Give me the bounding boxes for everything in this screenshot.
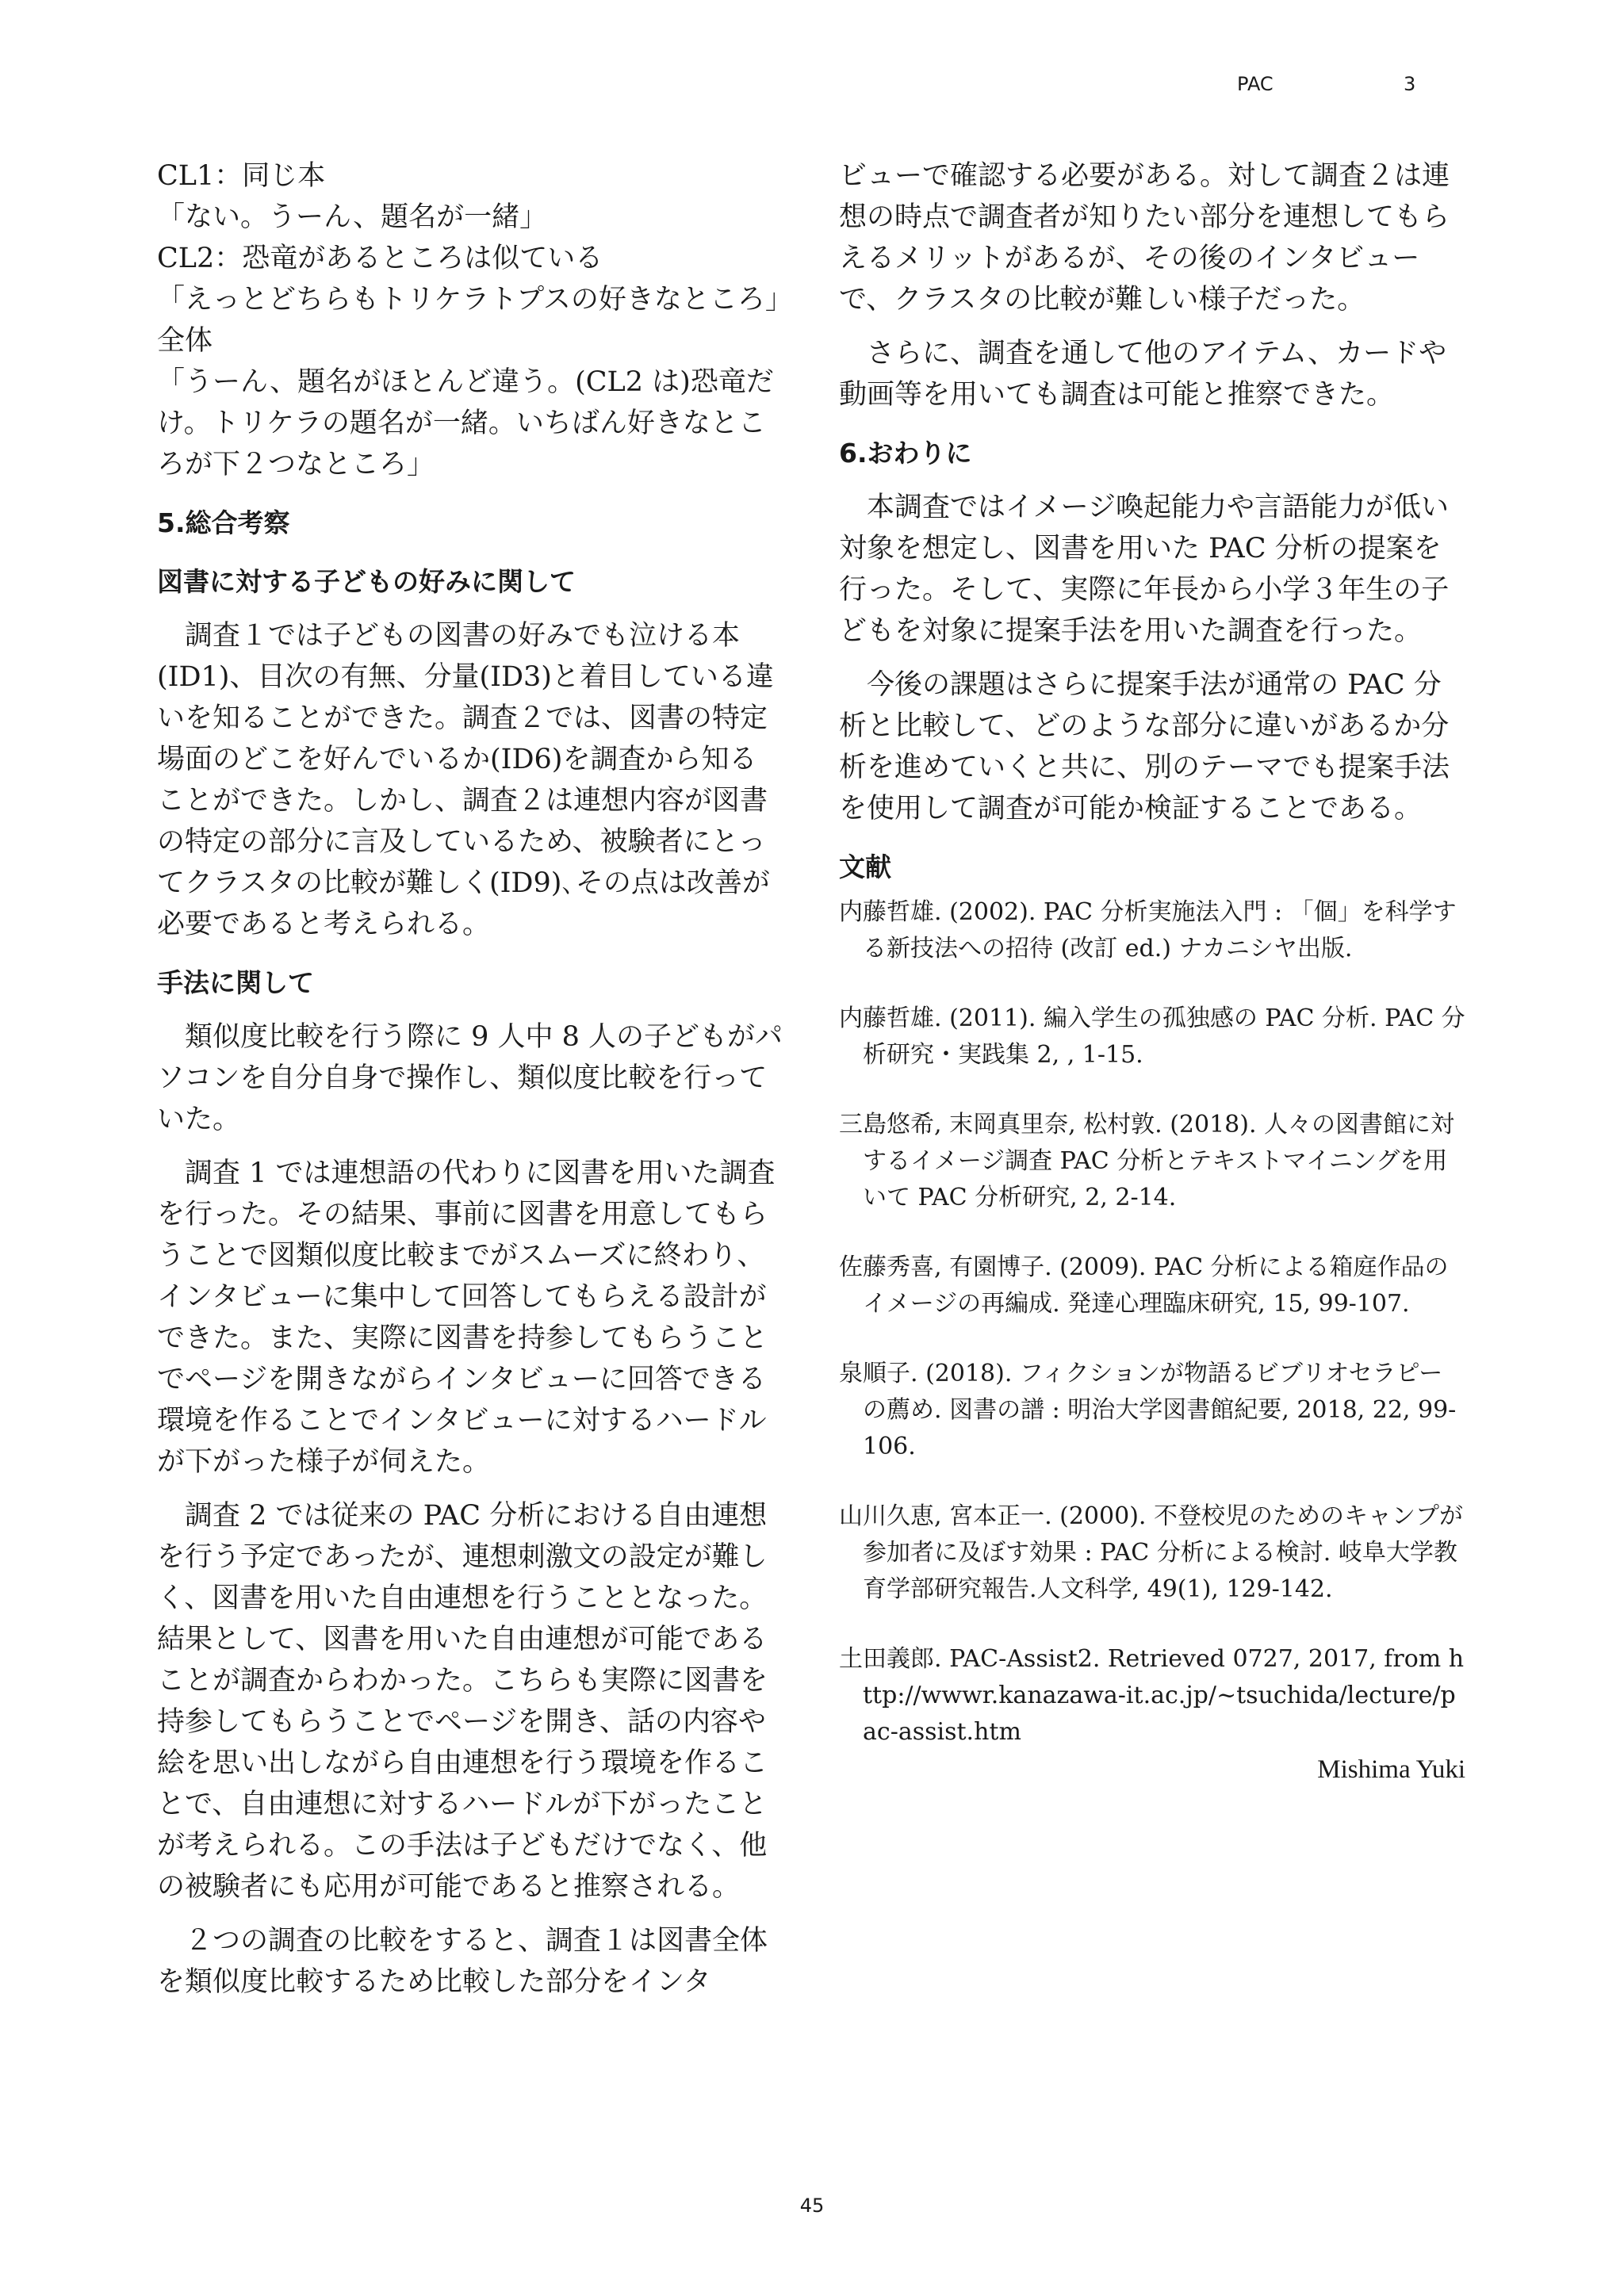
header-page-number: 3 <box>1404 73 1416 95</box>
reference-item: 土田義郎. PAC-Assist2. Retrieved 0727, 2017, from http://wwwr.kanazawa-it.ac.jp/~tsuchida/lecture/pac-assist.htm <box>839 1645 1465 1746</box>
subsection-heading: 手法に関して <box>157 967 314 998</box>
reference-item: 佐藤秀喜, 有園博子. (2009). PAC 分析による箱庭作品のイメージの再編成. 発達心理臨床研究, 15, 99-107. <box>839 1253 1449 1318</box>
dialogue-line: 「えっとどちらもトリケラトプスの好きなところ」 <box>157 284 793 316</box>
reference-item: 内藤哲雄. (2011). 編入学生の孤独感の PAC 分析. PAC 分析研究・実践集 2, , 1-15. <box>839 1004 1465 1069</box>
body-paragraph: ビューで確認する必要がある。対して調査２は連想の時点で調査者が知りたい部分を連想してもらえるメリットがあるが、その後のインタビューで、クラスタの比較が難しい様子だった。 <box>839 160 1450 316</box>
body-paragraph: 調査１では子どもの図書の好みでも泣ける本(ID1)、目次の有無、分量(ID3)と着目している違いを知ることができた。調査２では、図書の特定場面のどこを好んでいるか(ID6)を調査から知ることができた。しかし、調査２は連想内容が図書の特定の部分に言及しているため、被験者にとってクラスタの比較が難しく(ID9)､その点は改善が必要であると考えられる。 <box>157 620 774 940</box>
subsection-heading: 図書に対する子どもの好みに関して <box>157 566 576 597</box>
body-paragraph: 本調査ではイメージ喚起能力や言語能力が低い対象を想定し、図書を用いた PAC 分析の提案を行った。そして、実際に年長から小学３年生の子どもを対象に提案手法を用いた調査を行った。 <box>839 492 1450 647</box>
section-heading: 6.おわりに <box>839 438 972 469</box>
dialogue-line: 全体 <box>157 325 213 357</box>
dialogue-line: CL1：同じ本 <box>157 160 326 192</box>
dialogue-line: 「ない。うーん、題名が一緒」 <box>157 201 548 233</box>
right-column <box>839 155 1465 1787</box>
author-name: Mishima Yuki <box>1317 1755 1465 1784</box>
body-paragraph: さらに、調査を通して他のアイテム、カードや動画等を用いても調査は可能と推察できた。 <box>839 338 1447 411</box>
reference-item: 三島悠希, 末岡真里奈, 松村敦. (2018). 人々の図書館に対するイメージ調査 PAC 分析とテキストマイニングを用いて PAC 分析研究, 2, 2-14. <box>839 1111 1455 1211</box>
reference-item: 泉順子. (2018). フィクションが物語るビブリオセラピーの薦め. 図書の譜 : 明治大学図書館紀要, 2018, 22, 99-106. <box>839 1360 1457 1460</box>
page-number: 45 <box>799 2195 825 2217</box>
section-heading: 5.総合考察 <box>157 507 290 538</box>
left-column <box>157 155 793 2003</box>
reference-list <box>839 894 1465 1751</box>
reference-item: 山川久恵, 宮本正一. (2000). 不登校児のためのキャンプが参加者に及ぼす効果 : PAC 分析による検討. 岐阜大学教育学部研究報告.人文科学, 49(1), 129-142. <box>839 1502 1463 1603</box>
body-paragraph: 調査 1 では連想語の代わりに図書を用いた調査を行った。その結果、事前に図書を用意してもらうことで図類似度比較までがスムーズに終わり、インタビューに集中して回答してもらえる設計ができた。また、実際に図書を持参してもらうことでページを開きながらインタビューに回答できる環境を作ることでインタビューに対するハードルが下がった様子が伺えた。 <box>157 1158 776 1478</box>
body-paragraph: ２つの調査の比較をすると、調査１は図書全体を類似度比較するため比較した部分をインタ <box>157 1925 768 1998</box>
dialogue-line: 「うーん、題名がほとんど違う。(CL2 は)恐竜だけ。トリケラの題名が一緒。いちばん好きなところが下２つなところ」 <box>157 366 774 480</box>
references-heading: 文献 <box>839 851 891 882</box>
body-paragraph: 今後の課題はさらに提案手法が通常の PAC 分析と比較して、どのような部分に違いがあるか分析を進めていくと共に、別のテーマでも提案手法を使用して調査が可能か検証することである。 <box>839 669 1450 825</box>
reference-item: 内藤哲雄. (2002). PAC 分析実施法入門 : 「個」を科学する新技法への招待 (改訂 ed.) ナカニシヤ出版. <box>839 898 1457 962</box>
body-paragraph: 調査 2 では従来の PAC 分析における自由連想を行う予定であったが、連想刺激文の設定が難しく、図書を用いた自由連想を行うこととなった。結果として、図書を用いた自由連想が可能であることが調査からわかった。こちらも実際に図書を持参してもらうことでページを開き、話の内容や絵を思い出しながら自由連想を行う環境を作ることで、自由連想に対するハードルが下がったことが考えられる。この手法は子どもだけでなく、他の被験者にも応用が可能であると推察される。 <box>157 1500 768 1903</box>
dialogue-line: CL2：恐竜があるところは似ている <box>157 243 603 274</box>
body-paragraph: 類似度比較を行う際に 9 人中 8 人の子どもがパソコンを自分自身で操作し、類似度比較を行っていた。 <box>157 1021 783 1135</box>
header-title: PAC <box>1237 73 1274 95</box>
